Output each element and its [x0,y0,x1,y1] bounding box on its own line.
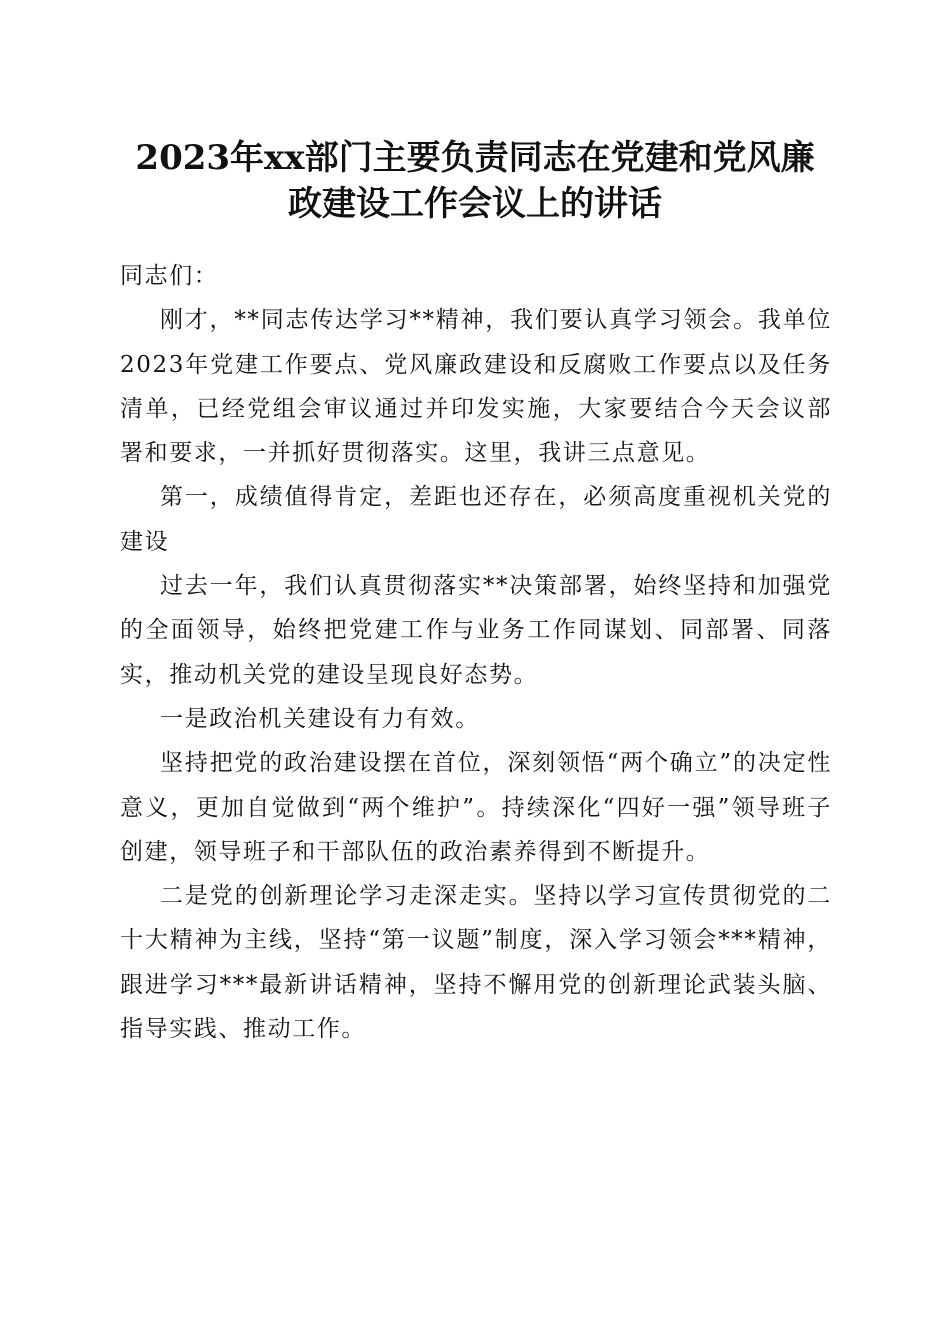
paragraph-opening: 刚才，**同志传达学习**精神，我们要认真学习领会。我单位2023年党建工作要点、党风廉政建设和反腐败工作要点以及任务清单，已经党组会审议通过并印发实施，大家要结合今天会议部署和要求，一并抓好贯彻落实。这里，我讲三点意见。 [120,307,832,467]
paragraph-past-year: 过去一年，我们认真贯彻落实**决策部署，始终坚持和加强党的全面领导，始终把党建工作与业务工作同谋划、同部署、同落实，推动机关党的建设呈现良好态势。 [120,573,832,688]
document-title [100,135,850,227]
subheading-political-organ: 一是政治机关建设有力有效。 [160,705,480,732]
section-heading-first: 第一，成绩值得肯定，差距也还存在，必须高度重视机关党的建设 [120,484,832,555]
document-body [120,254,832,1051]
title-line-1: 2023年xx部门主要负责同志在党建和党风廉 [135,138,815,178]
title-line-2: 政建设工作会议上的讲话 [288,184,662,224]
paragraph-theory-study: 二是党的创新理论学习走深走实。坚持以学习宣传贯彻党的二十大精神为主线，坚持“第一议题”制度，深入学习领会***精神，跟进学习***最新讲话精神，坚持不懈用党的创新理论武装头脑、指导实践、推动工作。 [120,883,832,1043]
paragraph-political-building: 坚持把党的政治建设摆在首位，深刻领悟“两个确立”的决定性意义，更加自觉做到“两个维护”。持续深化“四好一强”领导班子创建，领导班子和干部队伍的政治素养得到不断提升。 [120,750,832,865]
salutation: 同志们： [120,263,219,289]
